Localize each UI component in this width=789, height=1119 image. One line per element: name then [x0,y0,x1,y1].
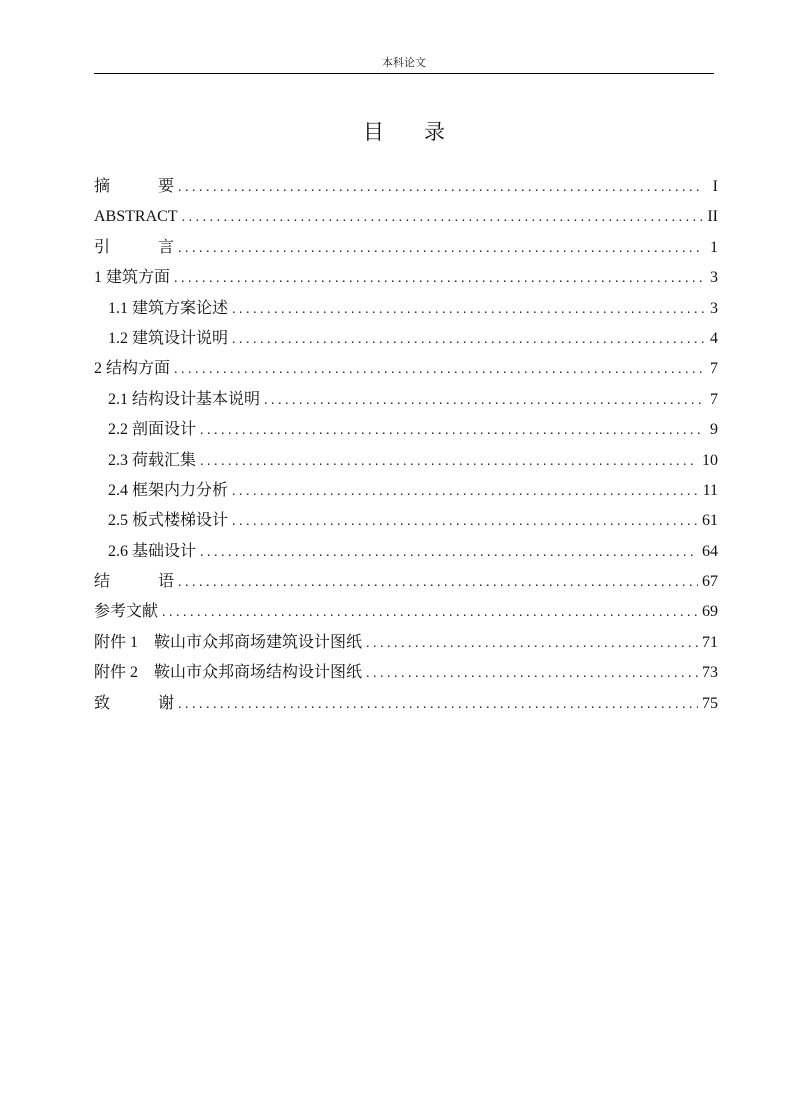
toc-leader-dots [200,447,698,477]
toc-entry-page: 75 [702,694,718,712]
toc-entry-abstract-en[interactable] [94,202,718,232]
toc-entry-section-1-2[interactable] [94,324,718,354]
table-of-contents [94,172,718,719]
toc-entry-references[interactable] [94,597,718,627]
toc-entry-page: 9 [710,421,718,439]
toc-leader-dots [182,203,704,233]
toc-leader-dots [200,416,704,446]
toc-entry-section-2-4[interactable] [94,476,718,506]
toc-entry-section-2-6[interactable] [94,537,718,567]
toc-entry-label: 1.2 建筑设计说明 [108,329,229,347]
toc-entry-section-2-3[interactable] [94,446,718,476]
toc-entry-label: 2 结构方面 [94,360,171,378]
toc-entry-label: 结 语 [94,573,175,591]
toc-entry-label: 2.4 框架内力分析 [108,481,229,499]
toc-leader-dots [178,173,704,203]
toc-entry-page: 71 [702,633,718,651]
toc-entry-section-2-1[interactable] [94,385,718,415]
toc-leader-dots [174,355,704,385]
toc-entry-label: 引 言 [94,238,175,256]
toc-entry-introduction[interactable] [94,233,718,263]
toc-entry-label: 2.2 剖面设计 [108,421,197,439]
toc-entry-label: 参考文献 [94,603,159,621]
toc-entry-page: 69 [702,603,718,621]
toc-entry-label: ABSTRACT [94,208,178,226]
toc-entry-label: 致 谢 [94,694,175,712]
toc-entry-abstract-cn[interactable] [94,172,718,202]
toc-leader-dots [178,690,698,720]
toc-entry-label: 附件 2 鞍山市众邦商场结构设计图纸 [94,664,363,682]
toc-entry-page: 3 [710,299,718,317]
toc-entry-section-1-1[interactable] [94,294,718,324]
toc-leader-dots [232,507,698,537]
toc-leader-dots [366,659,698,689]
toc-entry-appendix-1[interactable] [94,628,718,658]
toc-leader-dots [264,386,704,416]
toc-entry-acknowledgements[interactable] [94,689,718,719]
toc-entry-label: 2.1 结构设计基本说明 [108,390,261,408]
toc-entry-page: 73 [702,664,718,682]
toc-entry-label: 2.6 基础设计 [108,542,197,560]
toc-entry-label: 附件 1 鞍山市众邦商场建筑设计图纸 [94,633,363,651]
toc-entry-page: 11 [702,481,718,499]
toc-entry-page: 64 [702,542,718,560]
toc-entry-section-2-5[interactable] [94,506,718,536]
toc-entry-page: II [707,208,718,226]
toc-entry-label: 2.5 板式楼梯设计 [108,512,229,530]
running-header: 本科论文 [382,57,426,69]
toc-leader-dots [174,264,704,294]
toc-leader-dots [178,568,698,598]
toc-entry-section-2-2[interactable] [94,415,718,445]
toc-entry-conclusion[interactable] [94,567,718,597]
toc-leader-dots [232,325,704,355]
toc-entry-page: I [712,178,718,195]
toc-entry-page: 61 [702,512,718,530]
toc-leader-dots [232,477,699,507]
toc-entry-page: 4 [710,329,718,347]
toc-leader-dots [178,234,704,264]
page-title: 目录 [363,120,485,144]
toc-entry-page: 10 [702,451,718,469]
toc-entry-label: 摘 要 [94,178,175,195]
toc-leader-dots [232,295,704,325]
toc-entry-chapter-1[interactable] [94,263,718,293]
toc-entry-page: 67 [702,573,718,591]
toc-entry-page: 7 [710,360,718,378]
toc-entry-page: 3 [710,269,718,287]
toc-entry-page: 1 [710,238,718,256]
toc-entry-label: 1.1 建筑方案论述 [108,299,229,317]
toc-entry-label: 1 建筑方面 [94,269,171,287]
toc-entry-label: 2.3 荷载汇集 [108,451,197,469]
toc-entry-page: 7 [710,390,718,408]
toc-leader-dots [200,538,698,568]
toc-entry-appendix-2[interactable] [94,658,718,688]
header-rule [94,73,714,74]
toc-leader-dots [162,598,698,628]
toc-entry-chapter-2[interactable] [94,354,718,384]
toc-leader-dots [366,629,698,659]
